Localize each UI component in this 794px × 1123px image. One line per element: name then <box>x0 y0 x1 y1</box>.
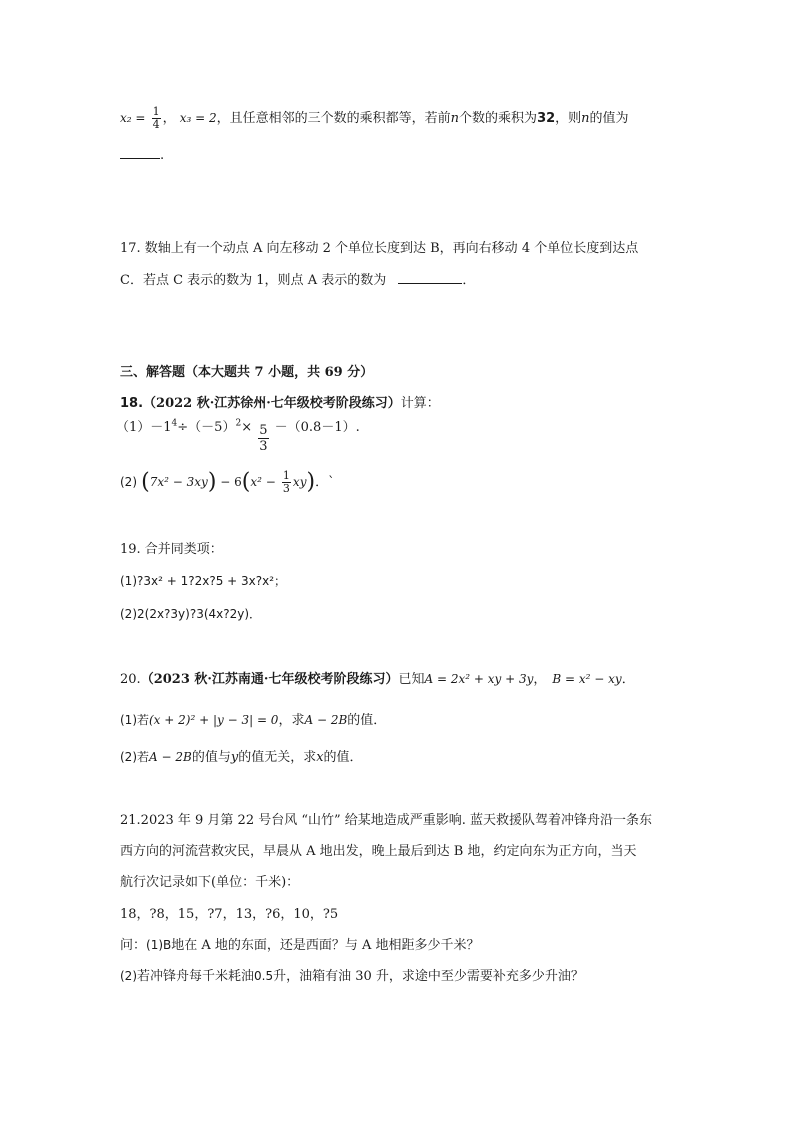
q18-p2-mid: − 6 <box>216 475 242 489</box>
q18-p1-fraction <box>258 423 268 454</box>
q17-answer-blank[interactable] <box>398 271 462 284</box>
q18-p2-rparen2: ) <box>306 469 316 495</box>
q20-part2 <box>120 748 363 767</box>
q20-p2-end: 的值． <box>323 750 363 765</box>
q16-text4: 的值为 <box>589 111 629 126</box>
q20-p1-tail: ，求 <box>278 713 305 728</box>
q16-end: . <box>160 148 165 163</box>
q18-p1-exp2: 2 <box>235 418 242 429</box>
q16-frac-den: 4 <box>152 118 160 131</box>
q20-num: 20. <box>120 672 141 687</box>
q20-sep: ， <box>533 672 547 687</box>
q18-p1-pre: （1）－1 <box>116 420 172 435</box>
q18-part1 <box>116 419 360 454</box>
q20-p2-x: x <box>316 750 324 765</box>
q20-head <box>120 670 635 689</box>
q18-p2-frac-den: 3 <box>282 482 290 495</box>
q16-x3: x₃ = 2 <box>179 111 217 125</box>
q18-head-tail: 计算： <box>400 396 440 411</box>
q21-q1-text: 地在 A 地的东面，还是西面？与 A 地相距多少千米？ <box>171 938 480 953</box>
q18-p2-frac-num: 1 <box>282 469 290 482</box>
q18-p1-mid: ÷（－5） <box>177 420 236 435</box>
q21-q2-label: (2) <box>120 969 137 983</box>
q21-question2 <box>120 967 584 986</box>
q18-p2-expr2a: x² − <box>250 475 276 489</box>
section3-title: 三、解答题（本大题共 7 小题，共 69 分） <box>120 365 374 380</box>
q16-fraction <box>152 106 161 131</box>
q19-part2: (2)2(2x?3y)?3(4x?2y)． <box>120 607 262 621</box>
q21-records: 18，?8，15，?7，13，?6，10，?5 <box>120 907 339 922</box>
q16-x2-lhs: x₂ = <box>120 111 146 125</box>
q18-p1-frac-num: 5 <box>259 423 268 438</box>
q16-value32: 32 <box>537 111 556 126</box>
q20-p1-expr: (x + 2)² + |y − 3| = 0 <box>149 713 279 727</box>
q18-p2-expr2b: xy <box>292 475 307 489</box>
q20-head-tail: 已知 <box>398 672 425 687</box>
q18-p2-rparen1: ) <box>207 469 217 495</box>
q17-line1: 17. 数轴上有一个动点 A 向左移动 2 个单位长度到达 B，再向右移动 4 个单位长度到达点 <box>120 241 639 256</box>
q21-question1 <box>120 936 480 955</box>
q16-line <box>120 106 629 131</box>
q21-q2-val: 0.5 <box>254 969 274 983</box>
q16-answer-line <box>120 146 164 165</box>
q18-p2-label: (2) <box>120 475 137 489</box>
q16-var-n2: n <box>581 111 590 126</box>
q21-q2-text-b: 升，油箱有油 30 升，求途中至少需要补充多少升油？ <box>273 969 584 984</box>
q21-line1: 21.2023 年 9 月第 22 号台风 “山竹” 给某地造成严重影响. 蓝天救援队驾着冲锋舟沿一条东 <box>120 813 653 828</box>
q20-p1-end: 的值． <box>347 713 387 728</box>
q18-p2-lparen1: ( <box>141 469 150 495</box>
q20-end: ． <box>621 672 635 687</box>
q17-end: ． <box>462 273 476 288</box>
q16-answer-blank[interactable] <box>120 146 160 159</box>
q20-source: （2023 秋·江苏南通·七年级校考阶段练习） <box>140 672 399 687</box>
q20-p2-target: A − 2B <box>149 750 192 764</box>
q16-text3: ，则 <box>555 111 582 126</box>
q21-q2-text-a: 若冲锋舟每千米耗油 <box>137 969 255 984</box>
q18-part2 <box>120 468 335 496</box>
q18-p1-tail: －（0.8－1）. <box>274 420 360 435</box>
q18-source: （2022 秋·江苏徐州·七年级校考阶段练习） <box>143 396 401 411</box>
q20-p2-y: y <box>230 750 239 765</box>
q16-text: ，且任意相邻的三个数的乘积都等，若前 <box>216 111 451 126</box>
q18-p2-tail: ．` <box>315 475 335 490</box>
q18-p1-times: × <box>241 420 253 435</box>
q18-head <box>120 395 440 413</box>
q20-p2-label: (2)若 <box>120 750 149 764</box>
q16-frac-num: 1 <box>152 105 160 118</box>
q18-p2-fraction <box>282 470 291 495</box>
q17-line2 <box>120 271 475 290</box>
q18-p1-exp: 4 <box>171 418 178 429</box>
q20-p1-label: (1)若 <box>120 713 149 727</box>
q21-line2: 西方向的河流营救灾民，早晨从 A 地出发，晚上最后到达 B 地，约定向东为正方向，当天 <box>120 844 637 859</box>
q20-expr-b: B = x² − xy <box>552 672 622 686</box>
q16-var-n: n <box>450 111 460 126</box>
q18-p2-expr1: 7x² − 3xy <box>149 475 208 489</box>
q19-part1: (1)?3x² + 1?2x?5 + 3x?x²； <box>120 574 287 588</box>
q19-head: 19. 合并同类项： <box>120 542 223 557</box>
q18-p2-lparen2: ( <box>241 469 251 495</box>
q16-sep: ， <box>162 111 176 126</box>
q21-line3: 航行次记录如下(单位：千米)： <box>120 875 300 890</box>
q16-text2: 个数的乘积为 <box>459 111 538 126</box>
q21-q1-pre: 问： <box>120 938 147 953</box>
q18-num: 18. <box>120 396 144 411</box>
q20-p1-target: A − 2B <box>304 713 348 727</box>
q18-p1-frac-den: 3 <box>259 439 268 454</box>
q20-expr-a: A = 2x² + xy + 3y <box>424 672 534 686</box>
q20-part1 <box>120 711 386 730</box>
q20-p2-mid: 的值与 <box>191 750 231 765</box>
q21-q1-label: (1)B <box>146 938 172 952</box>
q20-p2-mid2: 的值无关，求 <box>238 750 317 765</box>
q17-line2-text: C．若点 C 表示的数为 1，则点 A 表示的数为 <box>120 273 387 288</box>
